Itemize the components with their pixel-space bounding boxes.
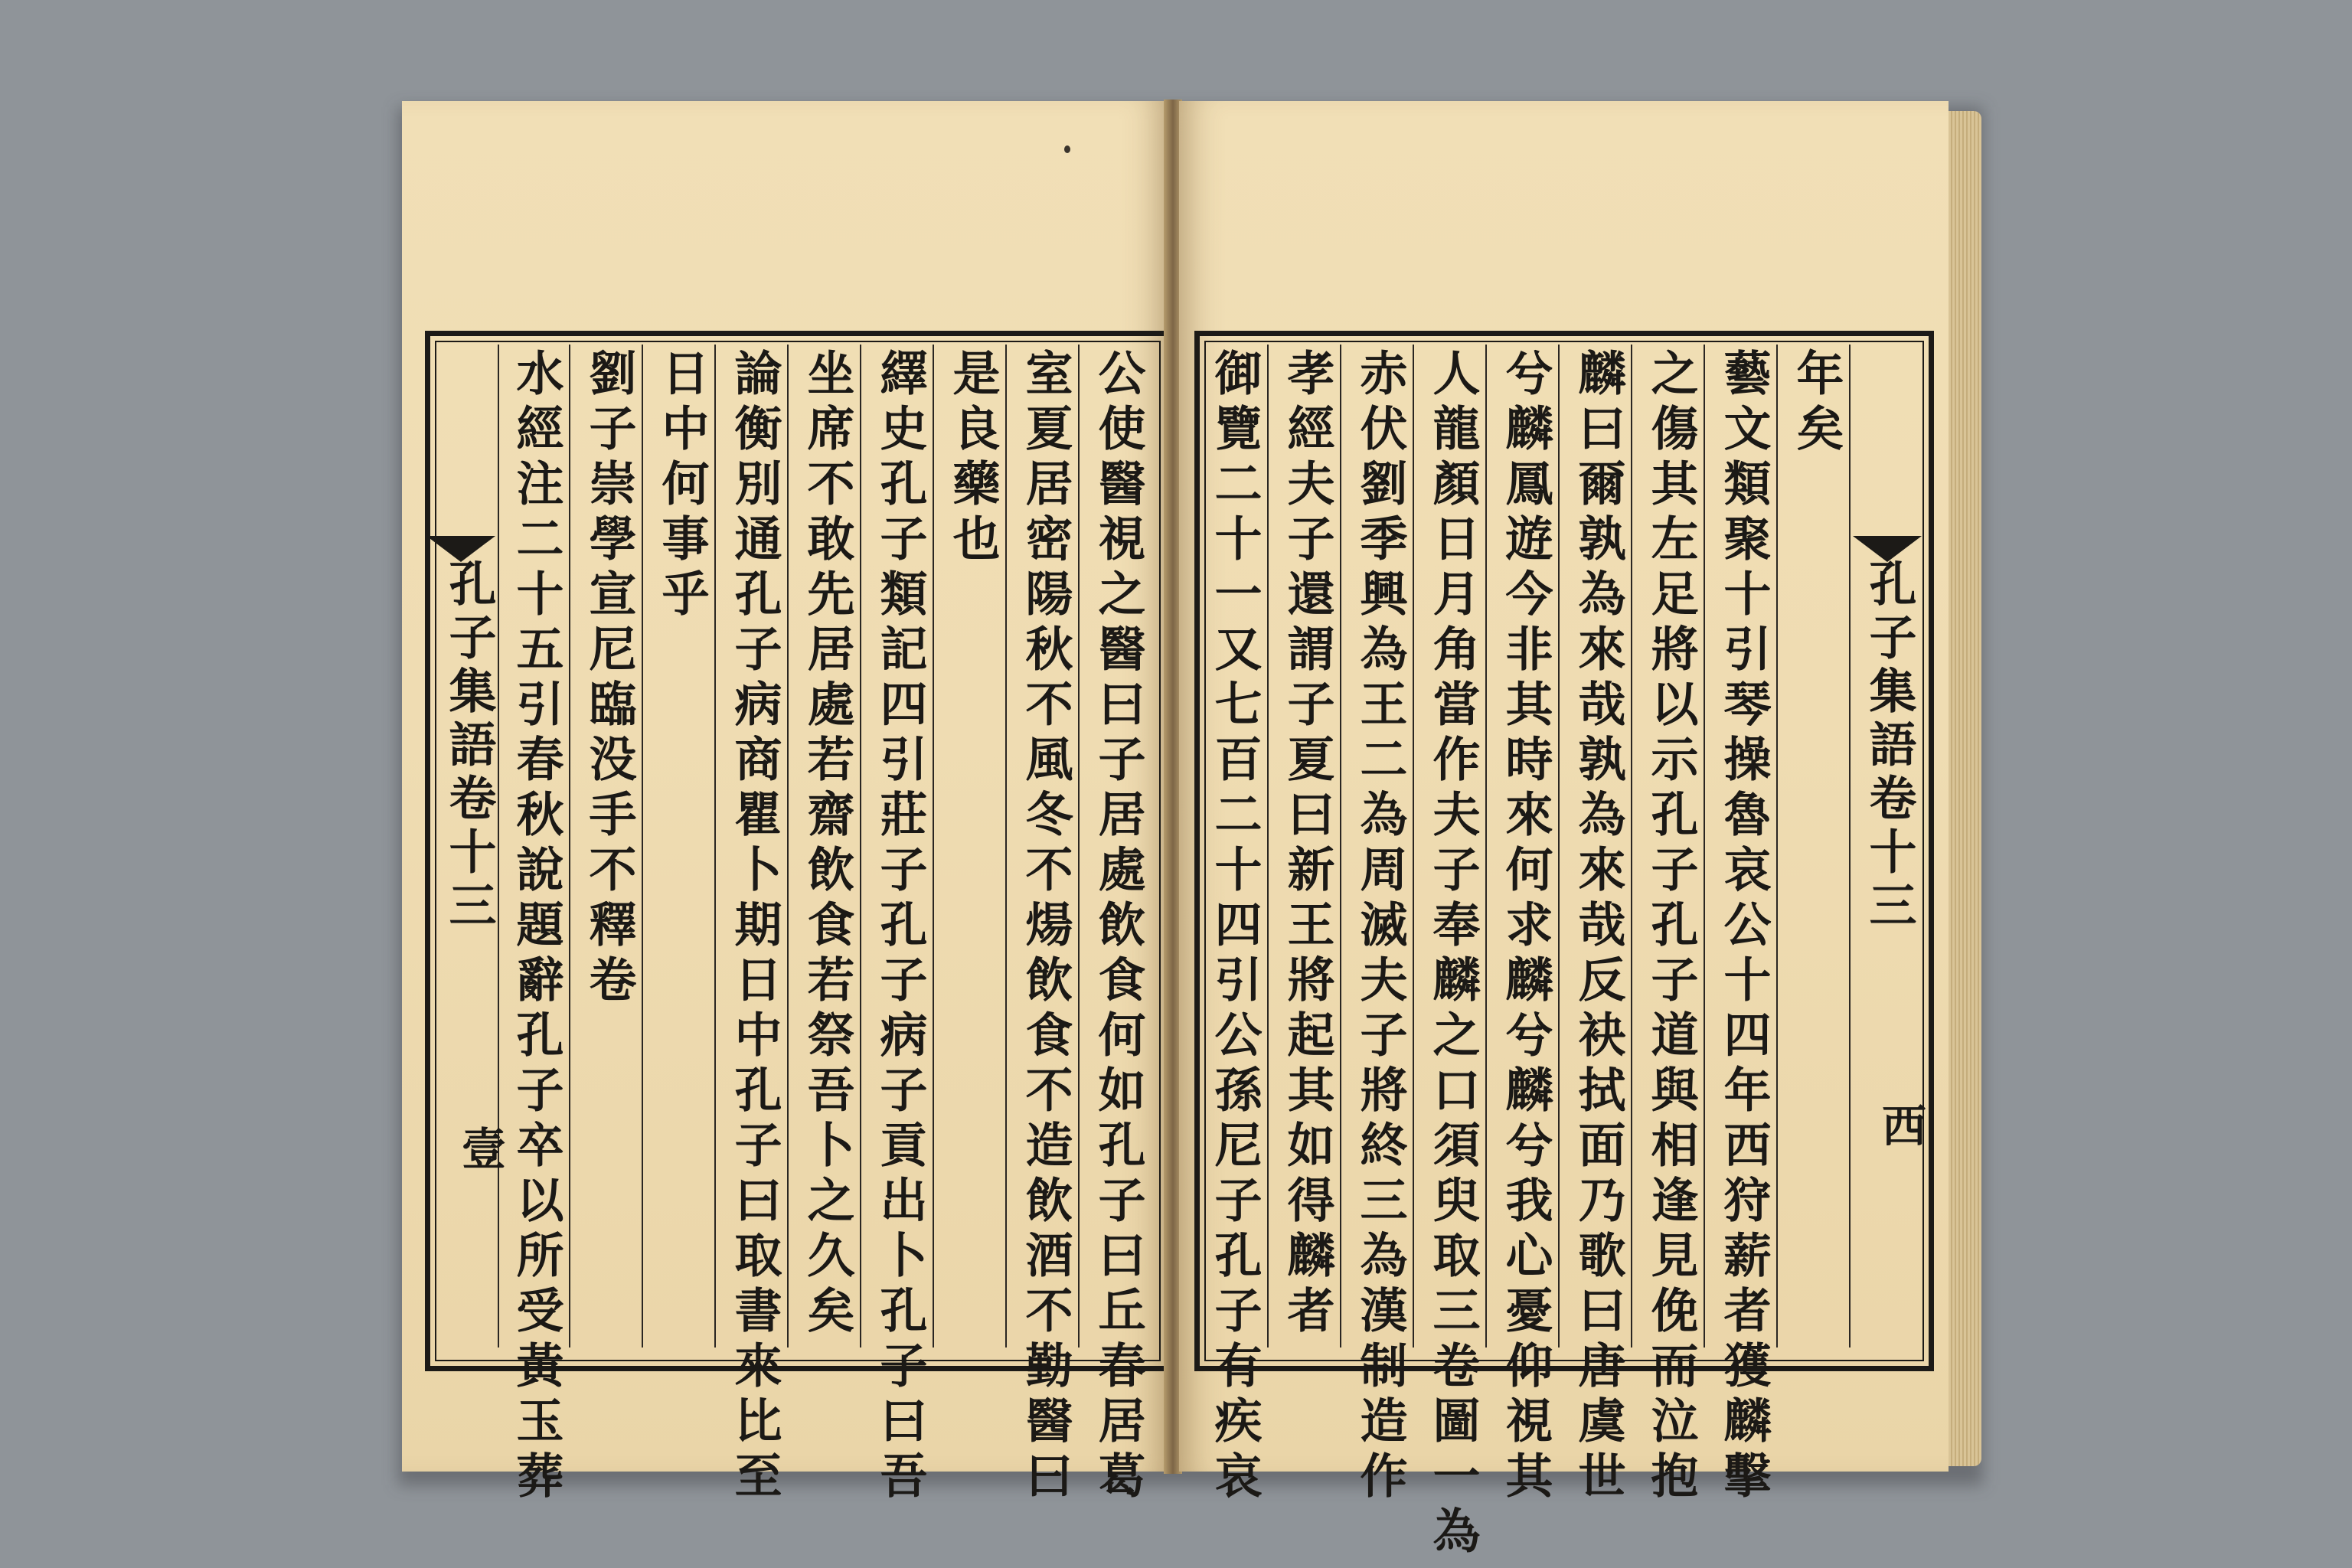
column-rule: [860, 345, 861, 1348]
fish-tail-mark: [426, 536, 495, 562]
text-column: 是良藥也: [945, 348, 1001, 569]
left-folio-number: 壹: [454, 1125, 506, 1170]
right-folio-number: 西: [1874, 1102, 1926, 1147]
column-rule: [1078, 345, 1080, 1348]
column-rule: [498, 345, 499, 1348]
column-rule: [1413, 345, 1414, 1348]
text-column: 人龍顏日月角當作夫子奉麟之口須臾取三卷圖一為: [1425, 348, 1481, 1561]
fish-tail-mark: [1853, 536, 1922, 562]
text-column: 麟曰爾孰為來哉孰為來哉反袂拭面乃歌曰唐虞世: [1570, 348, 1626, 1506]
column-rule: [642, 345, 643, 1348]
text-column: 坐席不敢先居處若齋飲食若祭吾卜之久矣: [799, 348, 855, 1341]
column-rule: [1558, 345, 1560, 1348]
page-edge-stack: [1945, 111, 1981, 1466]
column-rule: [1340, 345, 1341, 1348]
column-rule: [1849, 345, 1851, 1348]
text-column: 藝文類聚十引琴操魯哀公十四年西狩薪者獲麟擊: [1716, 348, 1772, 1506]
text-column: 水經注二十五引春秋說題辭孔子卒以所受黃玉葬: [508, 348, 564, 1506]
text-column: 赤伏劉季興為王二為周滅夫子將終三為漢制造作: [1352, 348, 1408, 1506]
text-column: 繹史孔子類記四引莊子孔子病子貢出卜孔子曰吾: [872, 348, 928, 1506]
column-rule: [714, 345, 716, 1348]
text-column: 之傷其左足將以示孔子孔子道與相逢見俛而泣抱: [1643, 348, 1699, 1506]
column-rule: [1005, 345, 1007, 1348]
text-column: 年矣: [1788, 348, 1844, 459]
column-rule: [1485, 345, 1487, 1348]
text-column: 論衡別通孔子病商瞿卜期日中孔子曰取書來比至: [727, 348, 782, 1506]
text-column: 公使醫視之醫曰子居處飲食何如孔子曰丘春居葛: [1090, 348, 1146, 1506]
column-rule: [1631, 345, 1632, 1348]
text-column: 御覽二十一又七百二十四引公孫尼子孔子有疾哀: [1207, 348, 1263, 1506]
paper-fleck: [1064, 145, 1070, 153]
text-column: 孝經夫子還謂子夏曰新王將起其如得麟者: [1279, 348, 1335, 1341]
column-rule: [1704, 345, 1705, 1348]
column-rule: [1776, 345, 1778, 1348]
text-column: 劉子崇學宣尼臨没手不釋卷: [581, 348, 637, 1010]
column-rule: [933, 345, 934, 1348]
left-spine-title: 孔子集語卷十三: [441, 559, 497, 934]
text-column: 室夏居密陽秋不風冬不煬飲食不造飲酒不勤醫曰: [1018, 348, 1073, 1506]
column-rule: [1267, 345, 1269, 1348]
column-rule: [569, 345, 570, 1348]
right-spine-title: 孔子集語卷十三: [1861, 559, 1917, 934]
column-rule: [787, 345, 789, 1348]
text-column: 兮麟鳳遊今非其時來何求麟兮麟兮我心憂仰視其: [1498, 348, 1553, 1506]
text-column: 日中何事乎: [654, 348, 710, 624]
